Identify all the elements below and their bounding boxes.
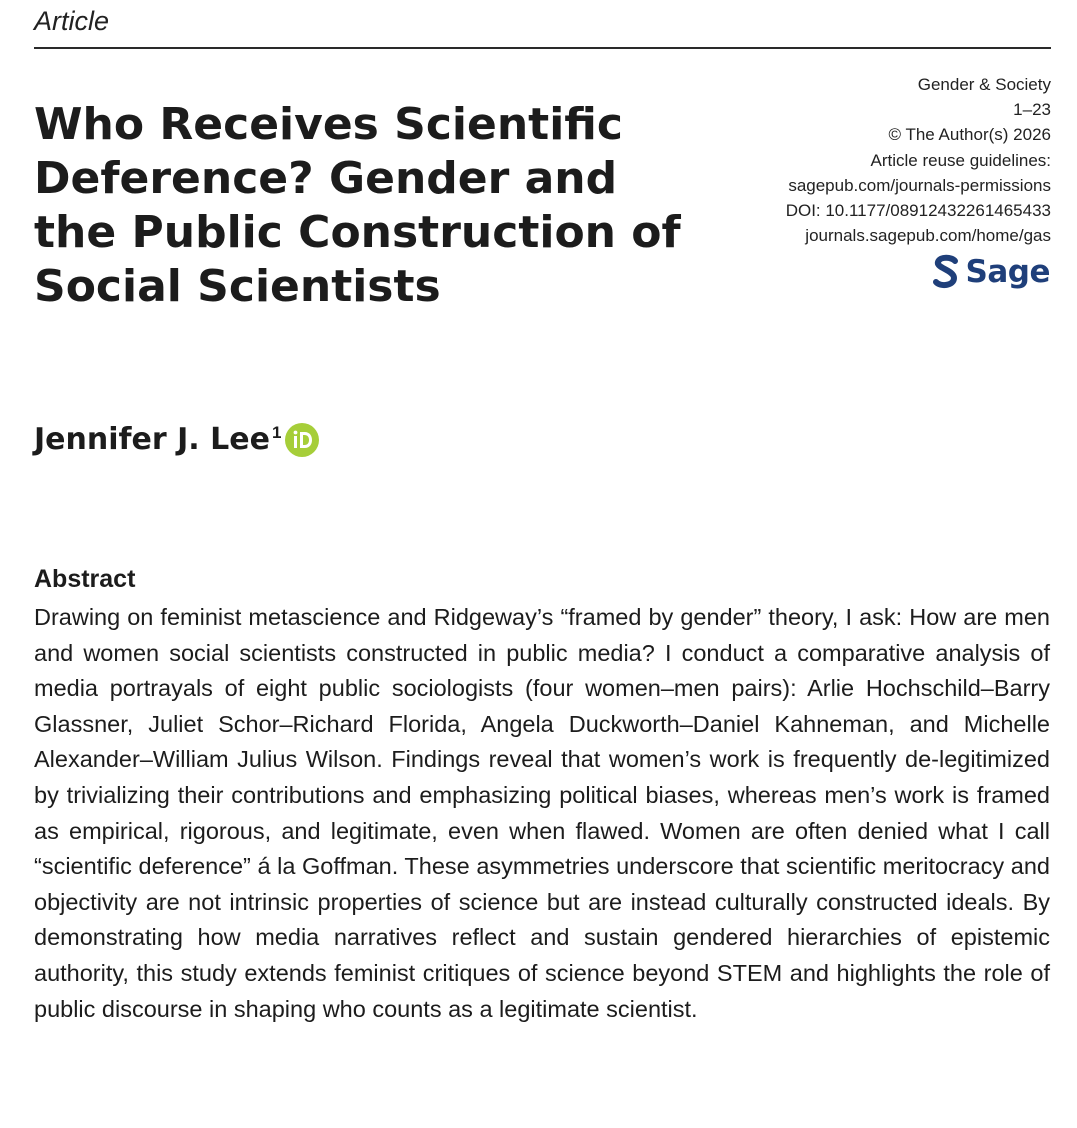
orcid-icon[interactable] [285,423,319,457]
article-title: Who Receives Scientific Deference? Gender and the Public Construction of Social Scientists [34,99,681,312]
doi[interactable]: DOI: 10.1177/08912432261465433 [785,201,1051,221]
publisher-logo [932,252,1050,292]
sage-s-logo-icon [932,253,960,291]
affiliation-marker[interactable]: 1 [271,423,282,442]
page-range: 1–23 [1013,100,1051,120]
header-divider [34,47,1051,49]
publisher-name: Sage [965,254,1050,290]
author-name[interactable]: Jennifer J. Lee [34,422,270,457]
abstract-heading: Abstract [34,565,136,593]
permissions-link[interactable]: sagepub.com/journals-permissions [788,175,1051,195]
journal-home-link[interactable]: journals.sagepub.com/home/gas [805,226,1051,246]
reuse-guidelines-label: Article reuse guidelines: [870,150,1051,170]
journal-metadata [711,72,1051,248]
copyright-notice: © The Author(s) 2026 [888,125,1051,145]
author-line [34,418,319,462]
abstract-text: Drawing on feminist metascience and Ridgeway’s “framed by gender” theory, I ask: How are men and women social scientists constructed in public media? I conduct a comparative analysis of media portrayals of eight public sociologists (four women–men pairs): Arlie Hochschild–Barry Glassner, Juliet Schor–Richard Florida, Angela Duckworth–Daniel Kahneman, and Michelle Alexander–William Julius Wilson. Findings reveal that women’s work is frequently de-legitimized by trivializing their contributions and emphasizing political biases, whereas men’s work is framed as empirical, rigorous, and legitimate, even when flawed. Women are often denied what I call “scientific deference” á la Goffman. These asymmetries underscore that scientific meritocracy and objectivity are not intrinsic properties of science but are instead culturally constructed ideals. By demonstrating how media narratives reflect and sustain gendered hierarchies of epistemic authority, this study extends feminist critiques of science beyond STEM and highlights the role of public discourse in shaping who counts as a legitimate scientist. [34,604,1050,1022]
article-type-label: Article [34,6,110,36]
journal-name: Gender & Society [917,75,1051,94]
